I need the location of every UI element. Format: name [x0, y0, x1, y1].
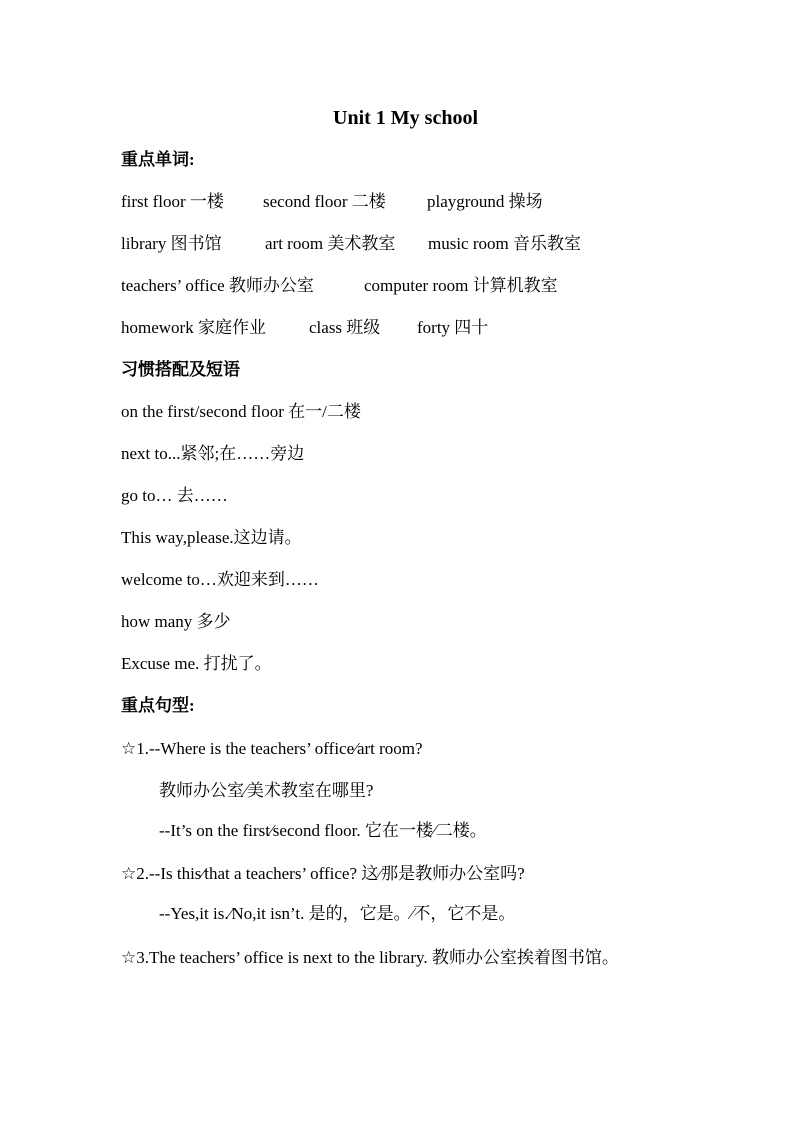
vocab-item: music room 音乐教室	[428, 234, 581, 253]
phrase-item: go to… 去……	[121, 486, 228, 505]
vocab-item: second floor 二楼	[263, 192, 386, 211]
vocab-heading: 重点单词:	[121, 150, 195, 169]
sentence-1-question: ☆1.--Where is the teachers’ office⁄art room?	[121, 739, 423, 758]
vocab-item: teachers’ office 教师办公室	[121, 276, 314, 295]
vocab-row-2	[121, 232, 581, 256]
phrase-item: how many 多少	[121, 612, 231, 631]
phrase-item: on the first/second floor 在一/二楼	[121, 402, 361, 421]
phrase-item: welcome to…欢迎来到……	[121, 570, 319, 589]
vocab-item: art room 美术教室	[265, 234, 396, 253]
sentence-2-answer: --Yes,it is.⁄No,it isn’t. 是的，它是。⁄不，它不是。	[159, 904, 516, 923]
vocab-item: playground 操场	[427, 192, 543, 211]
phrase-item: next to...紧邻;在……旁边	[121, 444, 305, 463]
vocab-item: first floor 一楼	[121, 192, 224, 211]
sentence-2-question: ☆2.--Is this⁄that a teachers’ office? 这⁄那是教师办公室吗?	[121, 864, 525, 883]
vocab-row-3	[121, 274, 558, 298]
vocab-item: class 班级	[309, 318, 381, 337]
page-title: Unit 1 My school	[333, 107, 478, 129]
sentence-1-translation: 教师办公室⁄美术教室在哪里?	[159, 781, 374, 800]
vocab-row-1	[121, 190, 543, 214]
sentence-1-answer: --It’s on the first⁄second floor. 它在一楼⁄二楼。	[159, 821, 487, 840]
vocab-item: library 图书馆	[121, 234, 222, 253]
sentence-3: ☆3.The teachers’ office is next to the library. 教师办公室挨着图书馆。	[121, 948, 619, 967]
vocab-item: computer room 计算机教室	[364, 276, 558, 295]
vocab-item: forty 四十	[417, 318, 489, 337]
vocab-item: homework 家庭作业	[121, 318, 266, 337]
phrases-heading: 习惯搭配及短语	[121, 360, 240, 379]
phrase-item: Excuse me. 打扰了。	[121, 654, 272, 673]
sentences-heading: 重点句型:	[121, 696, 195, 715]
vocab-row-4	[121, 316, 488, 340]
phrase-item: This way,please.这边请。	[121, 528, 302, 547]
